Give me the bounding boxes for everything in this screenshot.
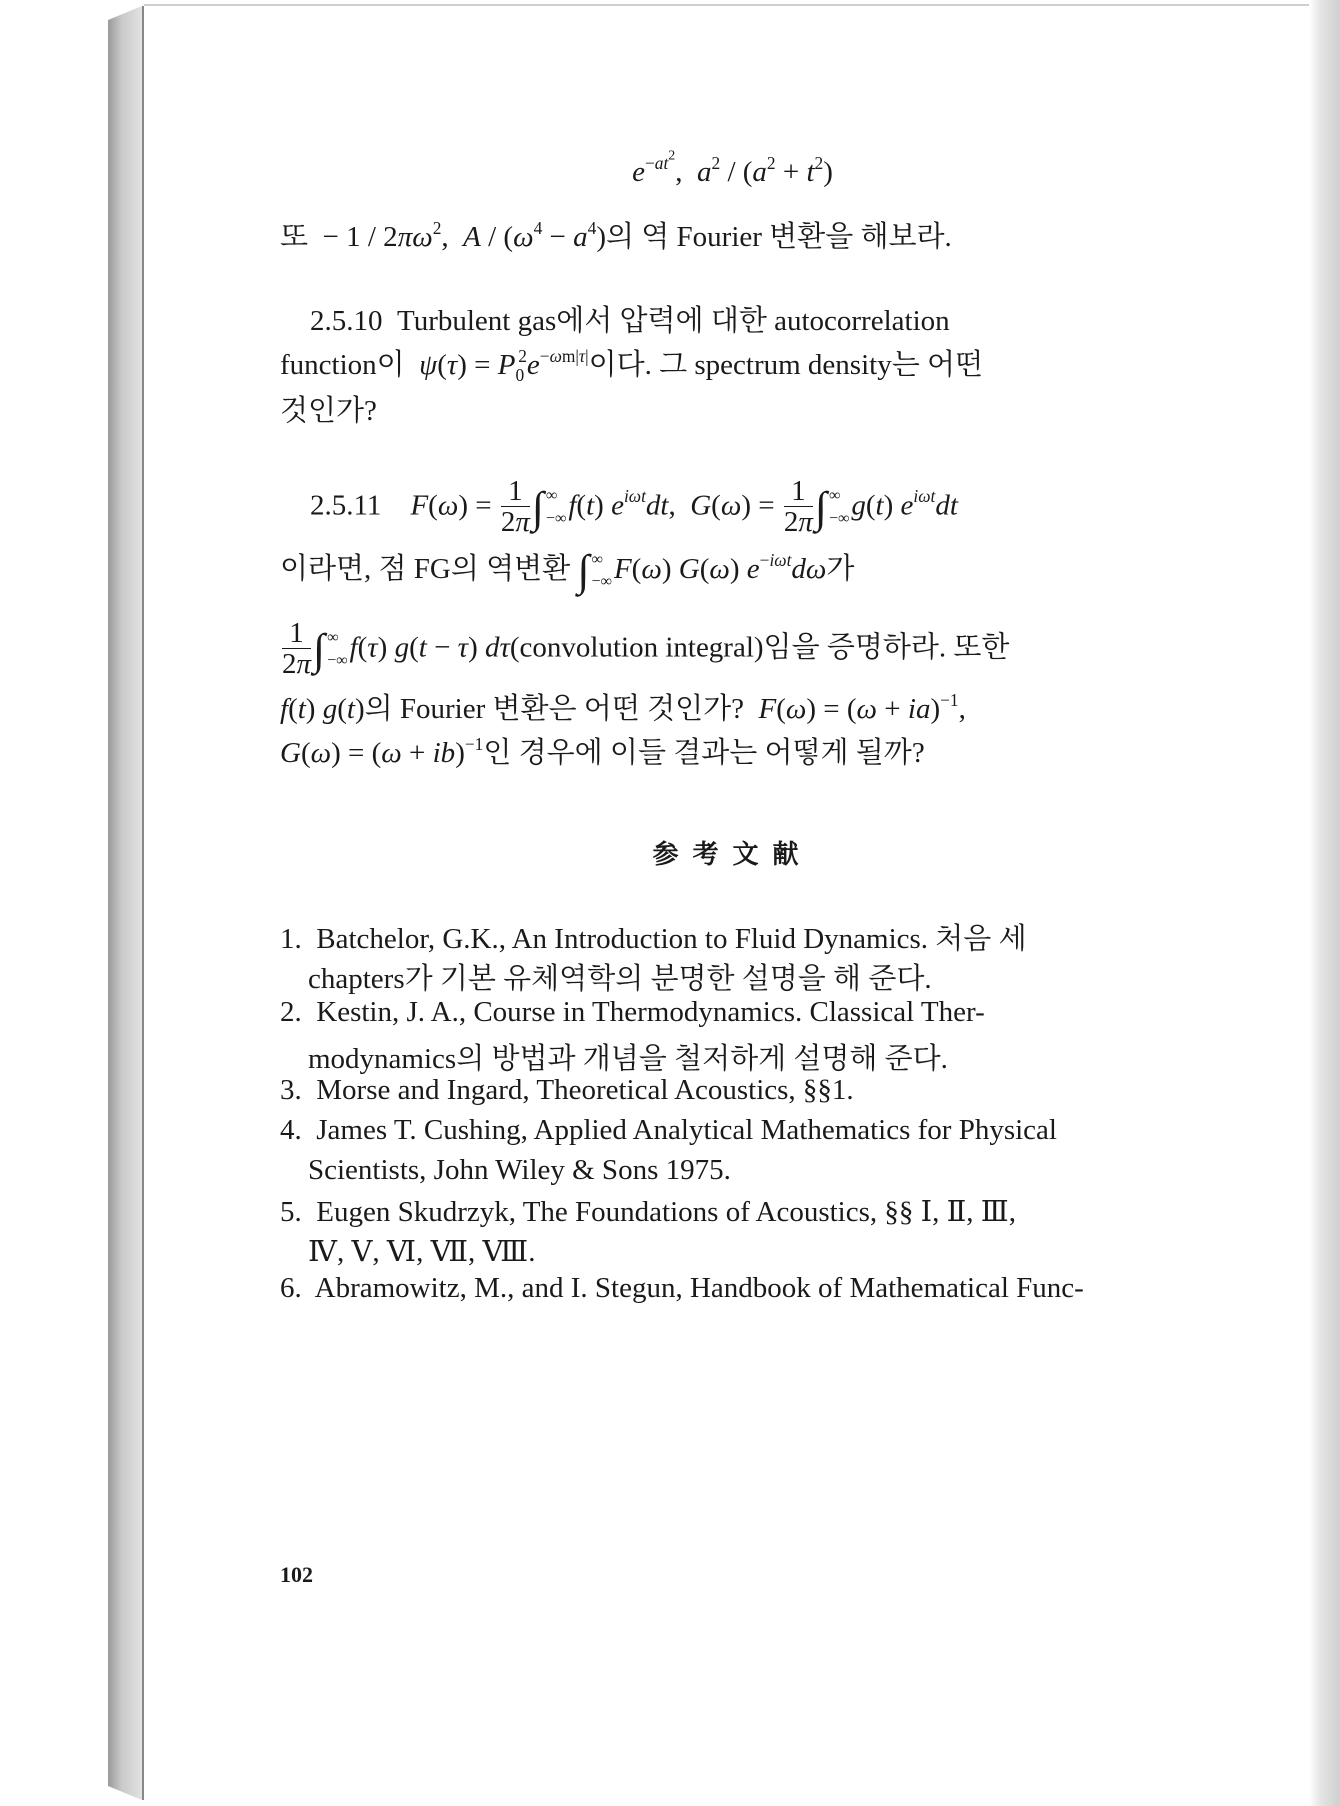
reference-number: 5. — [280, 1196, 302, 1228]
integral-limits: ∞ −∞ — [591, 550, 612, 591]
integral-sign: ∫ — [531, 482, 544, 532]
page-right-edge — [1309, 0, 1339, 1806]
fraction: $\frac{1}{2\pi}$ — [282, 617, 312, 681]
integral-sign: ∫ — [577, 546, 590, 596]
book-page — [144, 4, 1309, 1804]
problem-2-5-10-line2: function이 $\psi(\tau) = P_0^2e^{-\omega m|\tau|}$이다. 그 spectrum density는 어떤 — [280, 345, 983, 385]
line2-suffix: 의 역 Fourier 변환을 해보라. — [606, 221, 952, 253]
integral-sign: ∫ — [313, 624, 326, 674]
reference-number: 1. — [280, 923, 302, 955]
problem-text: 인 경우에 이들 결과는 어떻게 될까? — [483, 737, 925, 769]
problem-text: 의 Fourier 변환은 어떤 것인가? — [364, 693, 744, 725]
reference-text: Batchelor, G.K., An Introduction to Fluid Dynamics. 처음 세 — [316, 923, 1027, 955]
reference-text: Morse and Ingard, Theoretical Acoustics, §§1. — [316, 1074, 854, 1106]
reference-number: 6. — [280, 1272, 302, 1304]
reference-item-4-cont: Scientists, John Wiley & Sons 1975. — [308, 1154, 731, 1186]
problem-2-5-10-line3 — [280, 388, 377, 429]
problem-text: 것인가? — [280, 395, 377, 427]
reference-item-4 — [280, 1114, 1057, 1147]
problem-2-5-11-line1: 2.5.11 F(ω) = $\frac{1}{2\pi}$ ∫ ∞ −∞ f(t) $e^{i\omega t}dt$, G(ω) = $\frac{1}{2\pi}$ ∫ ∞ −∞ g(t) $e^{i\omega t}dt$ — [310, 475, 958, 539]
reference-item-3 — [280, 1074, 854, 1107]
book-spine — [108, 6, 142, 1800]
references-heading: 参考文献 — [652, 840, 813, 869]
page-number: 102 — [280, 1562, 313, 1587]
reference-item-2-cont: modynamics의 방법과 개념을 철저하게 설명해 준다. — [308, 1043, 948, 1075]
problem-text: function이 — [280, 349, 405, 381]
problem-2-5-10-line1 — [310, 298, 950, 339]
line2-prefix: 또 — [280, 221, 309, 253]
reference-text: Eugen Skudrzyk, The Foundations of Acoustics, §§ Ⅰ, Ⅱ, Ⅲ, — [316, 1196, 1017, 1228]
fraction: $\frac{1}{2\pi}$ — [783, 475, 813, 539]
reference-item-5-cont: Ⅳ, Ⅴ, Ⅵ, Ⅶ, Ⅷ. — [308, 1236, 536, 1268]
problem-number: 2.5.10 — [310, 305, 383, 337]
problem-text: 가 — [826, 553, 855, 585]
problem-2-5-11-line4: f(t) g(t)의 Fourier 변환은 어떤 것인가? F(ω) = (ω + ia)$^{-1}$, — [280, 689, 966, 725]
problem-2-5-11-line2: 이라면, 점 FG의 역변환 ∫ ∞ −∞ F(ω) G(ω) $e^{-i\omega t}d\omega$가 — [280, 546, 855, 596]
reference-text: James T. Cushing, Applied Analytical Mathematics for Physical — [316, 1114, 1057, 1146]
fraction: $\frac{1}{2\pi}$ — [500, 475, 530, 539]
problem-text: 이다. 그 spectrum density는 어떤 — [588, 349, 983, 381]
problem-text: Turbulent gas에서 압력에 대한 autocorrelation — [397, 305, 950, 337]
reference-item-1 — [280, 916, 1027, 957]
problem-number: 2.5.11 — [310, 489, 382, 522]
problem-text: (convolution integral)임을 증명하라. 또한 — [509, 631, 1010, 664]
reference-item-5 — [280, 1194, 1016, 1229]
integral-sign: ∫ — [814, 482, 827, 532]
integral-limits: ∞ −∞ — [545, 487, 567, 527]
reference-number: 3. — [280, 1074, 302, 1106]
reference-item-2 — [280, 996, 985, 1029]
formula-line: $e^{-at^2}$, $a^2 / (a^2 + t^2)$ — [632, 148, 833, 188]
reference-item-1-cont: chapters가 기본 유체역학의 분명한 설명을 해 준다. — [308, 963, 932, 995]
reference-text: Kestin, J. A., Course in Thermodynamics. Classical Ther- — [316, 996, 985, 1028]
problem-text: 이라면, 점 FG의 역변환 — [280, 553, 571, 585]
integral-limits: ∞ −∞ — [828, 487, 850, 527]
problem-2-5-11-line5: G(ω) = (ω + ib)$^{-1}$인 경우에 이들 결과는 어떻게 될까? — [280, 733, 925, 769]
reference-number: 4. — [280, 1114, 302, 1146]
inverse-fourier-line: 또 − $1 / 2\pi\omega^2$, $A / (\omega^4 - a^4)$의 역 Fourier 변환을 해보라. — [280, 217, 952, 253]
problem-2-5-11-line3: $\frac{1}{2\pi}$ ∫ ∞ −∞ f(τ) g(t − τ) dτ(convolution integral)임을 증명하라. 또한 — [282, 617, 1010, 681]
reference-number: 2. — [280, 996, 302, 1028]
reference-item-6 — [280, 1272, 1084, 1305]
reference-text: Abramowitz, M., and I. Stegun, Handbook of Mathematical Func- — [314, 1272, 1084, 1304]
integral-limits: ∞ −∞ — [327, 629, 348, 669]
